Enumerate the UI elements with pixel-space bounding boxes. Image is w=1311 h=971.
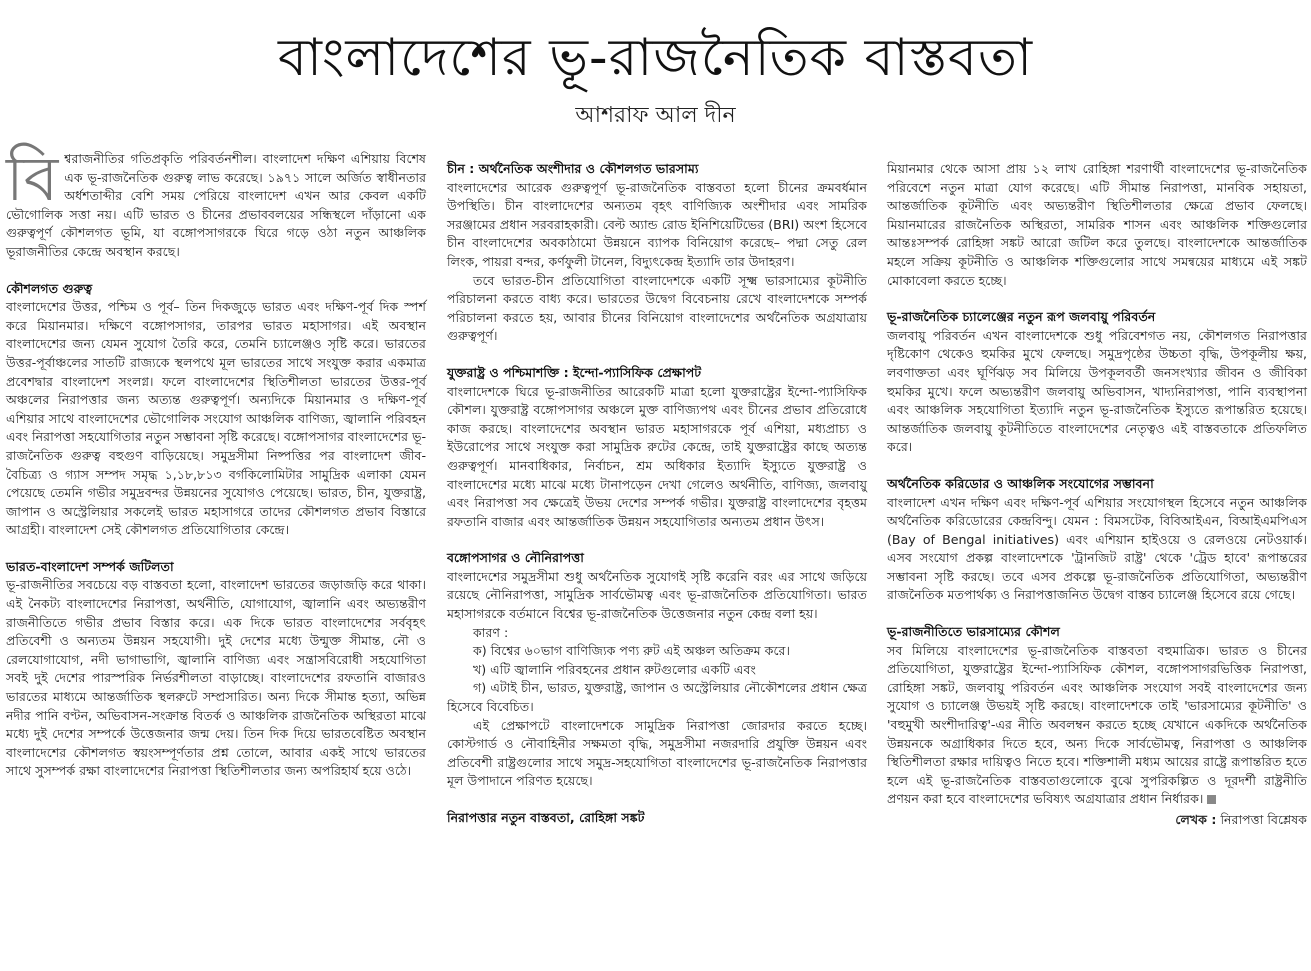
section-paragraph: সব মিলিয়ে বাংলাদেশের ভূ-রাজনৈতিক বাস্তবতা বহুমাত্রিক। ভারত ও চীনের প্রতিযোগিতা, যুক্তরাষ্ট্রের ইন্দো-প্যাসিফিক কৌশল, বঙ্গোপসাগরভিত্তিক নিরাপত্তা, রোহিঙ্গা সঙ্কট, জলবায়ু পরিবর্তন এবং আঞ্চলিক সংযোগ সবই বাংলাদেশের জন্য সুযোগ ও চ্যালেঞ্জ উভয়ই সৃষ্টি করছে। বাংলাদেশকে তাই 'ভারসাম্যের কূটনীতি' ও 'বহুমুখী অংশীদারিত্ব'-এর নীতি অবলম্বন করতে হচ্ছে যেখানে একদিকে অর্থনৈতিক উন্নয়নকে অগ্রাধিকার দিতে হবে, অন্য দিকে সার্বভৌমত্ব, নিরাপত্তা ও আঞ্চলিক স্থিতিশীলতা রক্ষার দায়িত্বও নিতে হবে। শক্তিশালী মধ্যম আয়ের রাষ্ট্রে রূপান্তরিত হতে হলে এই ভূ-রাজনৈতিক বাস্তবতাগুলোকে বুঝে সুপরিকল্পিত ও দূরদর্শী রাষ্ট্রনীতি প্রণয়ন করা হবে বাংলাদেশের ভবিষ্যৎ অগ্রযাত্রার প্রধান নির্ধারক। — [887, 642, 1307, 807]
list-item: ক) বিশ্বের ৬০ভাগ বাণিজ্যিক পণ্য রুট এই অঞ্চল অতিক্রম করে। — [473, 643, 790, 659]
section-heading: ভূ-রাজনৈতিক চ্যালেঞ্জের নতুন রূপ জলবায়ু পরিবর্তন — [887, 309, 1156, 325]
author-note-value: নিরাপত্তা বিশ্লেষক — [1220, 812, 1307, 827]
section-rohingya — [447, 809, 867, 828]
section-balance-strategy — [887, 623, 1307, 830]
section-paragraph: বাংলাদেশের সমুদ্রসীমা শুধু অর্থনৈতিক সুযোগই সৃষ্টি করেনি বরং এর সাথে জড়িয়ে রয়েছে নৌনিরাপত্তা, সামুদ্রিক সার্বভৌমত্ব এবং ভূ-রাজনৈতিক প্রতিযোগিতা। ভারত মহাসাগরকে বর্তমানে বিশ্বের ভূ-রাজনৈতিক উত্তেজনার নতুন কেন্দ্র বলা হয়। — [447, 568, 867, 622]
section-heading: ভূ-রাজনীতিতে ভারসাম্যের কৌশল — [887, 624, 1060, 640]
article-title: বাংলাদেশের ভূ-রাজনৈতিক বাস্তবতা — [277, 28, 1034, 88]
intro-section — [6, 142, 426, 262]
section-usa-indo-pacific — [447, 364, 867, 531]
section-climate-change — [887, 308, 1307, 457]
list-intro: কারণ : — [473, 624, 509, 640]
drop-cap: বি — [6, 142, 59, 215]
section-paragraph: ভূ-রাজনীতির সবচেয়ে বড় বাস্তবতা হলো, বাংলাদেশ ভারতের জড়াজড়ি করে থাকা। এই নৈকট্য বাংলাদেশের নিরাপত্তা, অর্থনীতি, যোগাযোগ, জ্বালানি এবং অভ্যন্তরীণ রাজনীতিতে গভীর প্রভাব বিস্তার করে। এক দিকে ভারত বাংলাদেশের সর্ববৃহৎ প্রতিবেশী ও অন্যতম উন্নয়ন সহযোগী। দুই দেশের মধ্যে উন্মুক্ত সীমান্ত, নৌ ও রেলযোগাযোগ, নদী ভাগাভাগি, জ্বালানি বাণিজ্য এবং সন্ত্রাসবিরোধী সহযোগিতা সবই দুই দেশের পারস্পরিক নির্ভরশীলতা বাড়াচ্ছে। বাংলাদেশের রফতানি বাজারও ভারতের মাধ্যমে আন্তর্জাতিক স্থলরুটে সম্প্রসারিত। অন্য দিকে সীমান্ত হত্যা, অভিন্ন নদীর পানি বণ্টন, অভিবাসন-সংক্রান্ত বিতর্ক ও আঞ্চলিক রাজনৈতিক অস্থিরতা মাঝে মধ্যে দুই দেশের সম্পর্কে উত্তেজনার জন্ম দেয়। তিন দিক দিয়ে ভারতবেষ্টিত অবস্থান বাংলাদেশের কৌশলগত স্বয়ংসম্পূর্ণতার প্রশ্ন তোলে, আবার একই সাথে ভারতের সাথে সুসম্পর্ক রক্ষা বাংলাদেশের নিরাপত্তা স্থিতিশীলতার জন্য অপরিহার্য হয়ে ওঠে। — [6, 577, 426, 779]
section-paragraph: বাংলাদেশের উত্তর, পশ্চিম ও পূর্ব– তিন দিকজুড়ে ভারত এবং দক্ষিণ-পূর্ব দিক স্পর্শ করে মিয়ানমার। দক্ষিণে বঙ্গোপসাগর, তারপর ভারত মহাসাগর। এই অবস্থান বাংলাদেশের জন্য যেমন সুযোগ তৈরি করে, তেমনি চ্যালেঞ্জও সৃষ্টি করে। ভারতের উত্তর-পূর্বাঞ্চলের সাতটি রাজ্যকে স্থলপথে মূল ভারতের সাথে সংযুক্ত করার একমাত্র প্রবেশদ্বার বাংলাদেশ সংলগ্ন। ফলে বাংলাদেশের স্থিতিশীলতা ভারতের উত্তর-পূর্ব অঞ্চলের নিরাপত্তার জন্য অত্যন্ত গুরুত্বপূর্ণ। অন্যদিকে মিয়ানমার ও দক্ষিণ-পূর্ব এশিয়ার সাথে বাংলাদেশের ভৌগোলিক সংযোগ আঞ্চলিক বাণিজ্য, জ্বালানি পরিবহন এবং নিরাপত্তা সহযোগিতার নতুন সম্ভাবনা সৃষ্টি করেছে। বঙ্গোপসাগর বাংলাদেশের ভূ-রাজনৈতিক গুরুত্ব বহুগুণ বাড়িয়েছে। সমুদ্রসীমা নিষ্পত্তির পর বাংলাদেশ জীব-বৈচিত্র্য ও গ্যাস সম্পদ সমৃদ্ধ ১,১৮,৮১৩ বর্গকিলোমিটার সামুদ্রিক এলাকা যেমন পেয়েছে তেমনি গভীর সমুদ্রবন্দর উন্নয়নের সুযোগও পেয়েছে। ভারত, চীন, যুক্তরাষ্ট্র, জাপান ও অস্ট্রেলিয়ার সকলেই ভারত মহাসাগরে তাদের কৌশলগত প্রভাব বিস্তারে আগ্রহী। বাংলাদেশ সেই কৌশলগত প্রতিযোগিতার কেন্দ্রে। — [6, 299, 426, 538]
section-heading: চীন : অর্থনৈতিক অংশীদার ও কৌশলগত ভারসাম্য — [447, 161, 699, 176]
section-rohingya-body — [887, 160, 1307, 290]
section-china — [447, 160, 867, 346]
section-paragraph: বাংলাদেশকে ঘিরে ভূ-রাজনীতির আরেকটি মাত্রা হলো যুক্তরাষ্ট্রের ইন্দো-প্যাসিফিক কৌশল। যুক্তরাষ্ট্র বঙ্গোপসাগর অঞ্চলে মুক্ত বাণিজ্যপথ এবং চীনের প্রভাব প্রতিরোধে কাজ করছে। বাংলাদেশের অবস্থান ভারত মহাসাগরকে পূর্ব এশিয়া, মধ্যপ্রাচ্য ও ইউরোপের সাথে সংযুক্ত করা সামুদ্রিক রুটের কেন্দ্রে, তাই যুক্তরাষ্ট্রের কাছে অত্যন্ত গুরুত্বপূর্ণ। মানবাধিকার, নির্বাচন, শ্রম অধিকার ইত্যাদি ইস্যুতে যুক্তরাষ্ট্র ও বাংলাদেশের মধ্যে মাঝে মধ্যে টানাপড়েন দেখা গেলেও অর্থনীতি, বাণিজ্য, জলবায়ু এবং নিরাপত্তা সব ক্ষেত্রেই উভয় দেশের সম্পর্ক গভীর। যুক্তরাষ্ট্র বাংলাদেশের বৃহত্তম রফতানি বাজার এবং আন্তর্জাতিক উন্নয়ন সহযোগিতার অন্যতম প্রধান উৎস। — [447, 383, 867, 529]
section-heading: যুক্তরাষ্ট্র ও পশ্চিমাশক্তি : ইন্দো-প্যাসিফিক প্রেক্ষাপট — [447, 364, 702, 380]
section-paragraph: তবে ভারত-চীন প্রতিযোগিতা বাংলাদেশকে একটি সূক্ষ্ম ভারসাম্যের কূটনীতি পরিচালনা করতে বাধ্য করে। ভারতের উদ্বেগ বিবেচনায় রেখে বাংলাদেশকে সম্পর্ক পরিচালনা করতে হয়, আবার চীনের বিনিয়োগ বাংলাদেশের অর্থনৈতিক অগ্রযাত্রায় গুরুত্বপূর্ণ। — [447, 272, 867, 344]
section-strategic-importance — [6, 280, 426, 540]
list-item: গ) এটাই চীন, ভারত, যুক্তরাষ্ট্র, জাপান ও অস্ট্রেলিয়ার নৌকৌশলের প্রধান ক্ষেত্র হিসেবে বিবেচিত। — [447, 680, 867, 715]
column-1 — [6, 142, 426, 799]
author-byline: আশরাফ আল দীন — [575, 103, 736, 128]
section-heading: নিরাপত্তার নতুন বাস্তবতা, রোহিঙ্গা সঙ্কট — [447, 810, 645, 825]
section-paragraph: জলবায়ু পরিবর্তন এখন বাংলাদেশকে শুধু পরিবেশগত নয়, কৌশলগত নিরাপত্তার দৃষ্টিকোণ থেকেও হুমকির মুখে ফেলছে। সমুদ্রপৃষ্ঠের উচ্চতা বৃদ্ধি, উপকূলীয় ক্ষয়, লবণাক্ততা এবং ঘূর্ণিঝড় সব মিলিয়ে উপকূলবর্তী জনসংখ্যার জীবন ও জীবিকা হুমকির মুখে। ফলে অভ্যন্তরীণ জলবায়ু অভিবাসন, খাদ্যনিরাপত্তা, পানি ব্যবস্থাপনা এবং আঞ্চলিক সহযোগিতা ইত্যাদি নতুন ভূ-রাজনৈতিক ইস্যুতে রূপান্তরিত হয়েছে। আন্তর্জাতিক জলবায়ু কূটনীতিতে বাংলাদেশের নেতৃত্বও এই বাস্তবতাকে প্রতিফলিত করে। — [887, 327, 1307, 455]
section-heading: কৌশলগত গুরুত্ব — [6, 280, 93, 296]
section-bay-of-bengal — [447, 549, 867, 791]
end-mark-icon — [1207, 795, 1216, 804]
section-heading: ভারত-বাংলাদেশ সম্পর্ক জটিলতা — [6, 558, 174, 574]
list-item: খ) এটি জ্বালানি পরিবহনের প্রধান রুটগুলোর একটি এবং — [473, 661, 756, 677]
section-economic-corridor — [887, 475, 1307, 605]
section-paragraph: মিয়ানমার থেকে আসা প্রায় ১২ লাখ রোহিঙ্গা শরণার্থী বাংলাদেশের ভূ-রাজনৈতিক পরিবেশে নতুন মাত্রা যোগ করেছে। এটি সীমান্ত নিরাপত্তা, মানবিক সহায়তা, আন্তর্জাতিক কূটনীতি এবং অভ্যন্তরীণ স্থিতিশীলতার ক্ষেত্রে প্রভাব ফেলছে। মিয়ানমারের রাজনৈতিক অস্থিরতা, সামরিক শাসন এবং আঞ্চলিক শক্তিগুলোর আন্তঃসম্পর্ক রোহিঙ্গা সঙ্কট আরো জটিল করে তুলছে। বাংলাদেশকে আন্তর্জাতিক মহলে সক্রিয় কূটনীতি ও আঞ্চলিক শক্তিগুলোর সাথে সমন্বয়ের মাধ্যমে এই সঙ্কট মোকাবেলা করতে হচ্ছে। — [887, 161, 1307, 288]
author-note-label: লেখক : — [1175, 812, 1217, 827]
section-heading: অর্থনৈতিক করিডোর ও আঞ্চলিক সংযোগের সম্ভাবনা — [887, 475, 1154, 491]
author-note — [887, 811, 1307, 830]
section-heading: বঙ্গোপসাগর ও নৌনিরাপত্তা — [447, 550, 584, 566]
section-india-bangladesh — [6, 558, 426, 781]
column-2 — [447, 160, 867, 846]
section-paragraph: বাংলাদেশ এখন দক্ষিণ এবং দক্ষিণ-পূর্ব এশিয়ার সংযোগস্থল হিসেবে নতুন আঞ্চলিক অর্থনৈতিক করিডোরের কেন্দ্রবিন্দু। যেমন : বিমসটেক, বিবিআইএন, বিআইএমপিএস (Bay of Bengal initiatives) এবং এশিয়ান হাইওয়ে ও রেলওয়ে নেটওয়ার্ক। এসব সংযোগ প্রকল্প বাংলাদেশকে 'ট্রানজিট রাষ্ট্র' থেকে 'ট্রেড হাবে' রূপান্তরের সম্ভাবনা সৃষ্টি করছে। তবে এসব প্রকল্পে ভূ-রাজনৈতিক প্রতিযোগিতা, অভ্যন্তরীণ রাজনৈতিক মতপার্থক্য ও নিরাপত্তাজনিত উদ্বেগ বাস্তব চ্যালেঞ্জ হিসেবে রয়ে গেছে। — [887, 494, 1307, 603]
section-paragraph: এই প্রেক্ষাপটে বাংলাদেশকে সামুদ্রিক নিরাপত্তা জোরদার করতে হচ্ছে। কোস্টগার্ড ও নৌবাহিনীর সক্ষমতা বৃদ্ধি, সমুদ্রসীমা নজরদারি প্রযুক্তি উন্নয়ন এবং প্রতিবেশী রাষ্ট্রগুলোর সাথে সমুদ্র-সহযোগিতা বাংলাদেশের ভূ-রাজনৈতিক নিরাপত্তার মূল উপাদানে পরিণত হয়েছে। — [447, 717, 867, 789]
column-3 — [887, 160, 1307, 848]
intro-paragraph: বিশ্বরাজনীতির গতিপ্রকৃতি পরিবর্তনশীল। বাংলাদেশ দক্ষিণ এশিয়ায় বিশেষ এক ভূ-রাজনৈতিক গুরুত্ব লাভ করেছে। ১৯৭১ সালে অর্জিত স্বাধীনতার অর্ধশতাব্দীর বেশি সময় পেরিয়ে বাংলাদেশ এখন আর কেবল একটি ভৌগোলিক সত্তা নয়। এটি ভারত ও চীনের প্রভাববলয়ের সন্ধিস্থলে দাঁড়ানো এক গুরুত্বপূর্ণ কৌশলগত ভূমি, যা বঙ্গোপসাগরকে ঘিরে গড়ে ওঠা নতুন আঞ্চলিক ভূরাজনীতির কেন্দ্রে অবস্থান করছে। — [6, 142, 426, 259]
section-paragraph: বাংলাদেশের আরেক গুরুত্বপূর্ণ ভূ-রাজনৈতিক বাস্তবতা হলো চীনের ক্রমবর্ধমান উপস্থিতি। চীন বাংলাদেশের অন্যতম বৃহৎ বাণিজ্যিক অংশীদার এবং সামরিক সরঞ্জামের প্রধান সরবরাহকারী। বেল্ট অ্যান্ড রোড ইনিশিয়েটিভের (BRI) অংশ হিসেবে চীন বাংলাদেশের অবকাঠামো উন্নয়নে ব্যাপক বিনিয়োগ করেছে– পদ্মা সেতু রেল লিংক, পায়রা বন্দর, কর্ণফুলী টানেল, বিদ্যুৎকেন্দ্র ইত্যাদি তার উদাহরণ। — [447, 179, 867, 269]
